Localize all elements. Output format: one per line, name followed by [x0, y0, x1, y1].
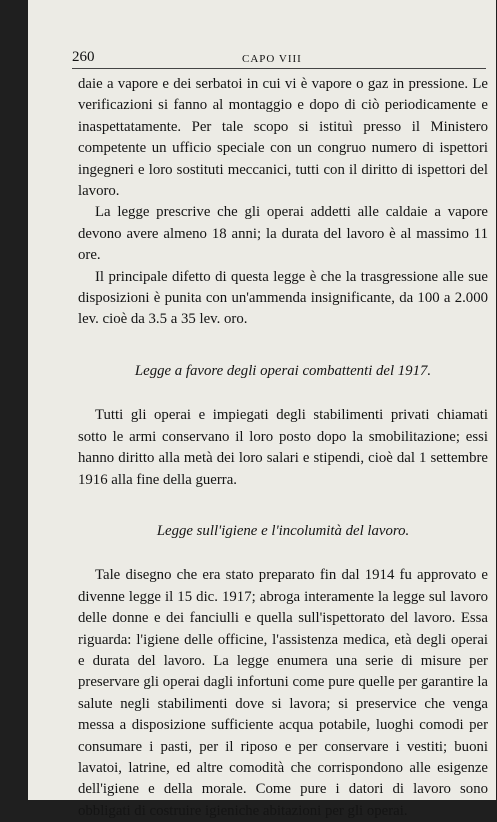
page-body [78, 74, 488, 822]
page-number: 260 [72, 49, 95, 65]
paragraph-hygiene-safety: Tale disegno che era stato preparato fin dal 1914 fu approvato e divenne legge il 15 dic. 1917; abroga interamente la legge sul lavoro delle donne e dei fanciulli e quella sull'ispettorato del lavoro. Essa riguarda: l'igiene delle officine, l'assistenza medica, età degli operai e durata del lavoro. La legge enumera una serie di misure per preservare gli operai dagli infortuni come pure quelle per garantire la salute negli stabilimenti dove si lavora; si preservice che venga messa a disposizione sufficiente acqua potabile, luoghi comodi per consumare i pasti, per il riposo e per conservare i vestiti; buoni lavatoi, latrine, ed altre comodità che corrispondono alle esigenze dell'igiene e della morale. Come pure i datori di lavoro sono obbligati di costruire igieniche abitazioni per gli operai. [78, 567, 488, 819]
paragraph-law-defect: Il principale difetto di questa legge è che la trasgressione alle sue disposizioni è punita con un'ammenda insignificante, da 100 a 2.000 lev. cioè da 3.5 a 35 lev. oro. [78, 268, 488, 328]
page-header [72, 46, 486, 69]
paragraph-continuation: daie a vapore e dei serbatoi in cui vi è vapore o gaz in pressione. Le verificazioni si fanno al montaggio e dopo di ciò periodicamente e inaspettatamente. Per tale scopo si istituì presso il Ministero competente un ufficio speciale con un congruo numero di ispettori ingegneri e loro sostituti meccanici, tutti con il diritto di ispettori del lavoro. [78, 76, 488, 200]
section-title-combatant-workers: Legge a favore degli operai combattenti del 1917. [134, 362, 432, 379]
running-head: CAPO VIII [242, 53, 302, 65]
paragraph-age-requirement: La legge prescrive che gli operai addetti alle caldaie a vapore devono avere almeno 18 anni; la durata del lavoro è al massimo 11 ore. [78, 204, 488, 264]
book-page [28, 0, 496, 819]
paragraph-combatant-workers: Tutti gli operai e impiegati degli stabilimenti privati chiamati sotto le armi conservano il loro posto dopo la smobilitazione; essi hanno diritto alla metà dei loro salari e stipendi, cioè dal 1 settembre 1916 alla fine della guerra. [78, 407, 488, 488]
section-title-hygiene-safety: Legge sull'igiene e l'incolumità del lavoro. [156, 522, 410, 539]
